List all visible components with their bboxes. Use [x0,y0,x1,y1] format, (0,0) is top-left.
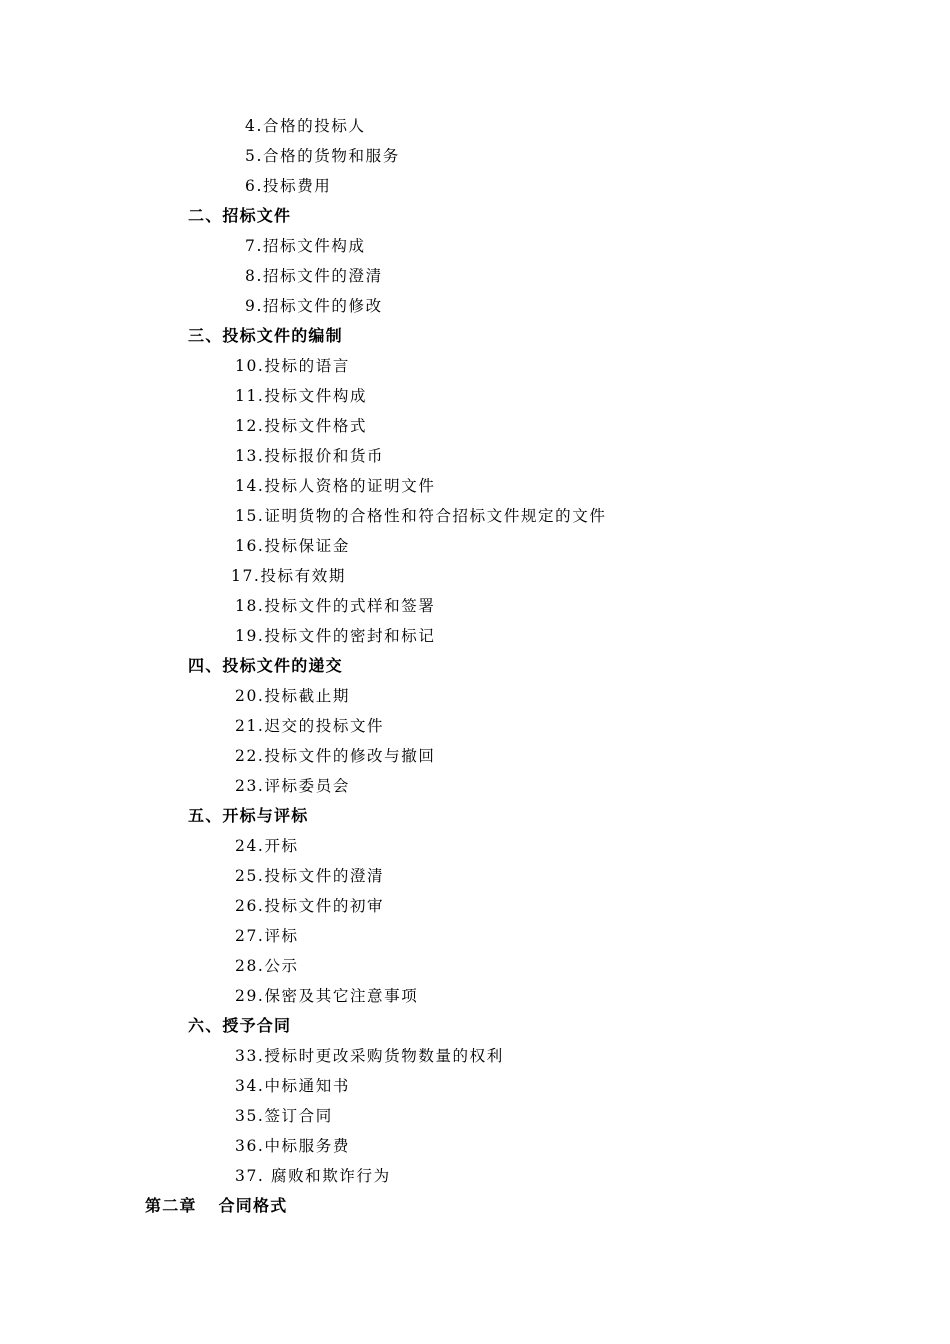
toc-section-3: 三、投标文件的编制 [188,326,343,345]
toc-item-35: 35.签订合同 [235,1107,333,1125]
toc-item-23: 23.评标委员会 [235,777,350,795]
toc-item-26: 26.投标文件的初审 [235,897,385,915]
toc-item-28: 28.公示 [235,957,299,975]
toc-item-18: 18.投标文件的式样和签署 [235,597,436,615]
toc-item-20: 20.投标截止期 [235,687,350,705]
toc-item-21: 21.迟交的投标文件 [235,717,385,735]
toc-section-5: 五、开标与评标 [188,806,309,825]
chapter-title: 合同格式 [218,1196,288,1215]
toc-item-10: 10.投标的语言 [235,357,350,375]
toc-item-34: 34.中标通知书 [235,1077,350,1095]
toc-section-4: 四、投标文件的递交 [188,656,343,675]
toc-item-29: 29.保密及其它注意事项 [235,987,419,1005]
table-of-contents [0,111,950,1221]
toc-item-4: 4.合格的投标人 [245,117,366,135]
toc-item-25: 25.投标文件的澄清 [235,867,385,885]
toc-item-24: 24.开标 [235,837,299,855]
toc-item-17: 17.投标有效期 [231,567,346,585]
toc-item-37: 37. 腐败和欺诈行为 [235,1167,391,1185]
toc-item-5: 5.合格的货物和服务 [245,147,400,165]
toc-item-8: 8.招标文件的澄清 [245,267,383,285]
toc-item-27: 27.评标 [235,927,299,945]
toc-section-2: 二、招标文件 [188,206,292,225]
toc-item-11: 11.投标文件构成 [235,387,368,405]
toc-item-9: 9.招标文件的修改 [245,297,383,315]
toc-chapter-2 [0,1191,950,1221]
toc-item-13: 13.投标报价和货币 [235,447,385,465]
toc-item-16: 16.投标保证金 [235,537,350,555]
toc-item-12: 12.投标文件格式 [235,417,368,435]
toc-section-6: 六、授予合同 [188,1016,292,1035]
toc-item-22: 22.投标文件的修改与撤回 [235,747,436,765]
toc-item-15: 15.证明货物的合格性和符合招标文件规定的文件 [235,507,607,525]
toc-item-14: 14.投标人资格的证明文件 [235,477,436,495]
toc-item-7: 7.招标文件构成 [245,237,366,255]
toc-item-6: 6.投标费用 [245,177,332,195]
toc-item-33: 33.授标时更改采购货物数量的权利 [235,1047,504,1065]
toc-item-36: 36.中标服务费 [235,1137,350,1155]
chapter-label: 第二章 [145,1196,197,1215]
toc-item-19: 19.投标文件的密封和标记 [235,627,436,645]
